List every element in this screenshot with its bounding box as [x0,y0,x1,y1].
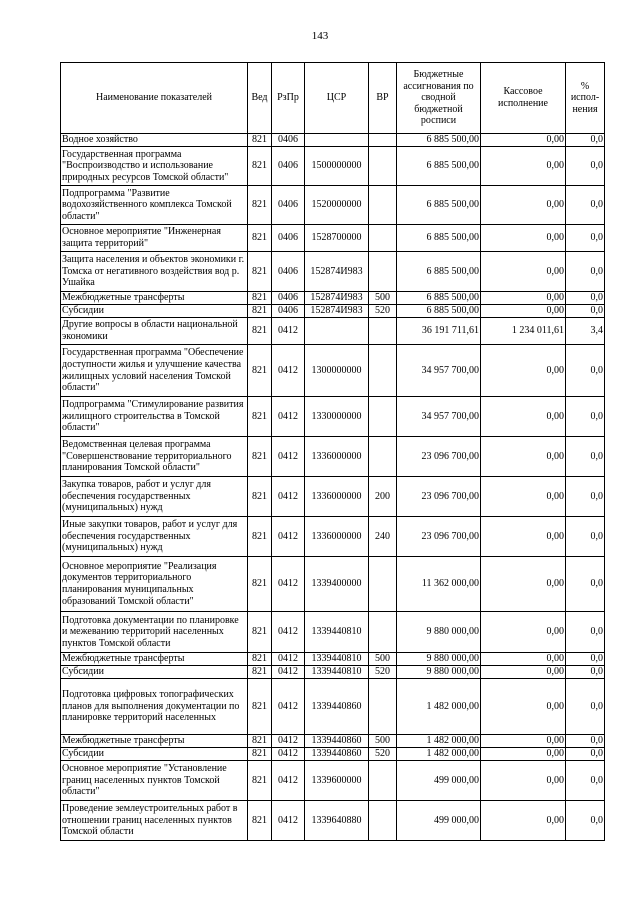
row-vr [369,437,397,477]
table-row [61,801,605,841]
row-percent: 3,4 [566,318,605,345]
row-vr [369,557,397,612]
row-cash: 0,00 [481,397,566,437]
table-row [61,477,605,517]
row-ved: 821 [248,252,272,292]
row-percent: 0,0 [566,252,605,292]
row-allocations: 6 885 500,00 [397,225,481,252]
row-csr: 1339440860 [305,735,369,748]
row-rzpr: 0412 [272,679,305,735]
row-allocations: 6 885 500,00 [397,252,481,292]
row-cash: 0,00 [481,666,566,679]
header-allocations: Бюджетные ассигнования по сводной бюджетной росписи [397,63,481,134]
row-ved: 821 [248,397,272,437]
row-vr [369,345,397,397]
row-allocations: 6 885 500,00 [397,134,481,147]
row-allocations: 11 362 000,00 [397,557,481,612]
row-name: Подпрограмма "Стимулирование развития жилищного строительства в Томской области" [61,397,248,437]
row-rzpr: 0412 [272,801,305,841]
budget-table [60,62,605,841]
row-percent: 0,0 [566,186,605,225]
header-vr: ВР [369,63,397,134]
row-rzpr: 0412 [272,666,305,679]
row-ved: 821 [248,761,272,801]
row-cash: 1 234 011,61 [481,318,566,345]
row-cash: 0,00 [481,477,566,517]
row-ved: 821 [248,477,272,517]
row-rzpr: 0412 [272,653,305,666]
row-vr [369,761,397,801]
header-percent: % испол-нения [566,63,605,134]
row-ved: 821 [248,653,272,666]
row-cash: 0,00 [481,252,566,292]
row-name: Межбюджетные трансферты [61,292,248,305]
table-row [61,252,605,292]
row-csr: 1339440810 [305,612,369,653]
row-csr: 1330000000 [305,397,369,437]
row-ved: 821 [248,666,272,679]
row-allocations: 6 885 500,00 [397,147,481,186]
row-name: Подпрограмма "Развитие водохозяйственного комплекса Томской области" [61,186,248,225]
row-ved: 821 [248,318,272,345]
row-name: Другие вопросы в области национальной экономики [61,318,248,345]
row-name: Основное мероприятие "Инженерная защита территорий" [61,225,248,252]
row-csr: 1339400000 [305,557,369,612]
row-allocations: 34 957 700,00 [397,345,481,397]
row-cash: 0,00 [481,761,566,801]
row-csr: 1500000000 [305,147,369,186]
row-vr [369,252,397,292]
row-cash: 0,00 [481,305,566,318]
row-name: Межбюджетные трансферты [61,653,248,666]
row-cash: 0,00 [481,186,566,225]
row-csr: 152874И983 [305,292,369,305]
row-percent: 0,0 [566,147,605,186]
row-csr: 1300000000 [305,345,369,397]
row-name: Субсидии [61,748,248,761]
row-rzpr: 0406 [272,305,305,318]
row-name: Субсидии [61,305,248,318]
row-cash: 0,00 [481,612,566,653]
row-rzpr: 0406 [272,147,305,186]
row-percent: 0,0 [566,292,605,305]
row-percent: 0,0 [566,653,605,666]
row-allocations: 23 096 700,00 [397,437,481,477]
row-allocations: 499 000,00 [397,761,481,801]
row-rzpr: 0412 [272,761,305,801]
row-cash: 0,00 [481,437,566,477]
row-percent: 0,0 [566,345,605,397]
row-csr: 1336000000 [305,477,369,517]
header-csr: ЦСР [305,63,369,134]
table-row [61,345,605,397]
row-rzpr: 0412 [272,345,305,397]
row-csr: 1339640880 [305,801,369,841]
row-ved: 821 [248,557,272,612]
row-cash: 0,00 [481,735,566,748]
row-vr [369,225,397,252]
row-ved: 821 [248,612,272,653]
row-percent: 0,0 [566,612,605,653]
row-cash: 0,00 [481,292,566,305]
row-allocations: 9 880 000,00 [397,666,481,679]
row-ved: 821 [248,437,272,477]
row-cash: 0,00 [481,748,566,761]
row-name: Государственная программа "Воспроизводство и использование природных ресурсов Томской области" [61,147,248,186]
row-vr: 520 [369,666,397,679]
row-percent: 0,0 [566,437,605,477]
row-ved: 821 [248,517,272,557]
row-ved: 821 [248,305,272,318]
row-name: Закупка товаров, работ и услуг для обеспечения государственных (муниципальных) нужд [61,477,248,517]
row-cash: 0,00 [481,517,566,557]
row-rzpr: 0412 [272,735,305,748]
row-rzpr: 0412 [272,437,305,477]
row-percent: 0,0 [566,735,605,748]
row-vr [369,147,397,186]
row-rzpr: 0406 [272,252,305,292]
row-percent: 0,0 [566,225,605,252]
table-row [61,305,605,318]
row-csr: 152874И983 [305,252,369,292]
row-percent: 0,0 [566,666,605,679]
row-allocations: 6 885 500,00 [397,186,481,225]
row-name: Защита населения и объектов экономики г. Томска от негативного воздействия вод р. Ушайка [61,252,248,292]
table-row [61,653,605,666]
table-row [61,147,605,186]
table-row [61,612,605,653]
row-allocations: 23 096 700,00 [397,477,481,517]
row-rzpr: 0406 [272,292,305,305]
row-name: Основное мероприятие "Установление границ населенных пунктов Томской области" [61,761,248,801]
row-allocations: 1 482 000,00 [397,748,481,761]
row-name: Проведение землеустроительных работ в отношении границ населенных пунктов Томской области [61,801,248,841]
row-name: Подготовка документации по планировке и межеванию территорий населенных пунктов Томской области [61,612,248,653]
row-csr: 1339440860 [305,679,369,735]
row-ved: 821 [248,147,272,186]
row-csr: 1339440860 [305,748,369,761]
row-vr: 520 [369,305,397,318]
table-header-row [61,63,605,134]
row-percent: 0,0 [566,305,605,318]
table-row [61,557,605,612]
row-csr: 1520000000 [305,186,369,225]
table-row [61,437,605,477]
row-allocations: 9 880 000,00 [397,653,481,666]
row-rzpr: 0406 [272,225,305,252]
row-name: Государственная программа "Обеспечение доступности жилья и улучшение качества жилищных условий населения Томской области" [61,345,248,397]
row-vr [369,318,397,345]
row-vr [369,397,397,437]
row-cash: 0,00 [481,225,566,252]
header-cash: Кассовое исполнение [481,63,566,134]
row-allocations: 499 000,00 [397,801,481,841]
row-rzpr: 0412 [272,397,305,437]
row-cash: 0,00 [481,134,566,147]
row-vr: 500 [369,653,397,666]
row-csr: 1339440810 [305,666,369,679]
row-name: Субсидии [61,666,248,679]
row-allocations: 36 191 711,61 [397,318,481,345]
row-name: Ведомственная целевая программа "Совершенствование территориального планирования Томской области" [61,437,248,477]
table-row [61,748,605,761]
table-row [61,318,605,345]
row-rzpr: 0412 [272,612,305,653]
row-ved: 821 [248,186,272,225]
row-allocations: 6 885 500,00 [397,305,481,318]
row-ved: 821 [248,748,272,761]
row-ved: 821 [248,801,272,841]
row-vr: 520 [369,748,397,761]
row-cash: 0,00 [481,345,566,397]
row-allocations: 1 482 000,00 [397,735,481,748]
header-ved: Вед [248,63,272,134]
row-rzpr: 0412 [272,477,305,517]
row-name: Иные закупки товаров, работ и услуг для обеспечения государственных (муниципальных) нужд [61,517,248,557]
row-allocations: 23 096 700,00 [397,517,481,557]
row-vr [369,679,397,735]
row-vr [369,134,397,147]
header-rzpr: РзПр [272,63,305,134]
row-vr: 200 [369,477,397,517]
row-csr: 152874И983 [305,305,369,318]
row-cash: 0,00 [481,653,566,666]
row-ved: 821 [248,679,272,735]
row-csr: 1336000000 [305,517,369,557]
table-row [61,517,605,557]
row-ved: 821 [248,225,272,252]
row-rzpr: 0412 [272,517,305,557]
row-rzpr: 0412 [272,557,305,612]
row-csr [305,318,369,345]
row-csr: 1336000000 [305,437,369,477]
table-row [61,225,605,252]
row-vr [369,612,397,653]
row-name: Межбюджетные трансферты [61,735,248,748]
row-name: Подготовка цифровых топографических планов для выполнения документации по планировке территорий населенных [61,679,248,735]
row-allocations: 34 957 700,00 [397,397,481,437]
row-percent: 0,0 [566,477,605,517]
table-row [61,735,605,748]
row-ved: 821 [248,345,272,397]
row-percent: 0,0 [566,134,605,147]
row-ved: 821 [248,134,272,147]
row-cash: 0,00 [481,801,566,841]
table-row [61,292,605,305]
table-row [61,666,605,679]
row-rzpr: 0412 [272,318,305,345]
row-allocations: 6 885 500,00 [397,292,481,305]
row-percent: 0,0 [566,557,605,612]
row-percent: 0,0 [566,748,605,761]
row-cash: 0,00 [481,147,566,186]
row-percent: 0,0 [566,679,605,735]
table-row [61,397,605,437]
row-vr: 500 [369,735,397,748]
row-vr [369,186,397,225]
row-name: Водное хозяйство [61,134,248,147]
table-row [61,679,605,735]
row-csr [305,134,369,147]
row-percent: 0,0 [566,397,605,437]
row-cash: 0,00 [481,679,566,735]
row-csr: 1339440810 [305,653,369,666]
row-rzpr: 0406 [272,186,305,225]
row-allocations: 1 482 000,00 [397,679,481,735]
page-number: 143 [311,30,329,42]
table-row [61,134,605,147]
table-row [61,186,605,225]
row-percent: 0,0 [566,801,605,841]
row-percent: 0,0 [566,517,605,557]
row-vr [369,801,397,841]
row-ved: 821 [248,292,272,305]
row-cash: 0,00 [481,557,566,612]
table-row [61,761,605,801]
row-vr: 240 [369,517,397,557]
row-allocations: 9 880 000,00 [397,612,481,653]
row-rzpr: 0412 [272,748,305,761]
row-rzpr: 0406 [272,134,305,147]
row-ved: 821 [248,735,272,748]
row-csr: 1339600000 [305,761,369,801]
row-percent: 0,0 [566,761,605,801]
row-csr: 1528700000 [305,225,369,252]
row-name: Основное мероприятие "Реализация документов территориального планирования муниципальных образований Томской области" [61,557,248,612]
row-vr: 500 [369,292,397,305]
header-name: Наименование показателей [61,63,248,134]
